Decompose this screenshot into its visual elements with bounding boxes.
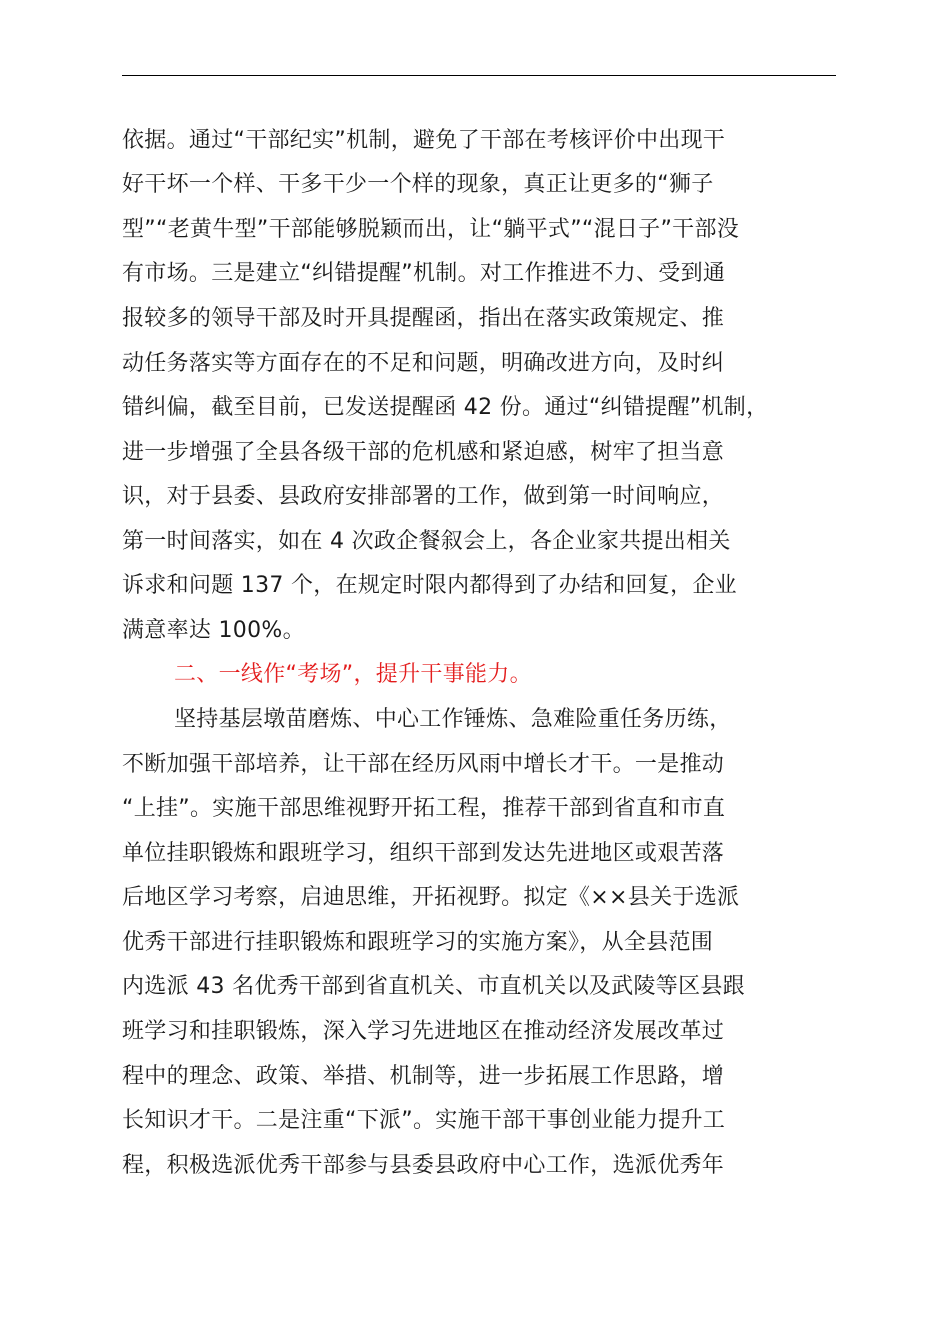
text-line: 诉求和问题 137 个，在规定时限内都得到了办结和回复，企业: [122, 573, 737, 598]
paragraph-first-line: 坚持基层墩苗磨炼、中心工作锤炼、急难险重任务历练，: [174, 707, 732, 732]
text-line: 有市场。三是建立“纠错提醒”机制。对工作推进不力、受到通: [122, 261, 726, 286]
text-line: 识，对于县委、县政府安排部署的工作，做到第一时间响应，: [122, 484, 725, 509]
text-line: 优秀干部进行挂职锻炼和跟班学习的实施方案》，从全县范围: [122, 930, 714, 955]
text-line: 依据。通过“干部纪实”机制，避免了干部在考核评价中出现干: [122, 128, 726, 153]
text-line: 进一步增强了全县各级干部的危机感和紧迫感，树牢了担当意: [122, 440, 725, 465]
text-line: 程，积极选派优秀干部参与县委县政府中心工作，选派优秀年: [122, 1153, 725, 1178]
text-line: 错纠偏，截至目前，已发送提醒函 42 份。通过“纠错提醒”机制，: [122, 395, 769, 420]
header-rule: [122, 75, 836, 76]
text-line: 班学习和挂职锻炼，深入学习先进地区在推动经济发展改革过: [122, 1019, 725, 1044]
text-line: 第一时间落实，如在 4 次政企餐叙会上，各企业家共提出相关: [122, 529, 731, 554]
text-line: 长知识才干。二是注重“下派”。实施干部干事创业能力提升工: [122, 1108, 726, 1133]
text-line: 不断加强干部培养，让干部在经历风雨中增长才干。一是推动: [122, 752, 725, 777]
text-line: 单位挂职锻炼和跟班学习，组织干部到发达先进地区或艰苦落: [122, 841, 725, 866]
text-line: 型”“老黄牛型”干部能够脱颖而出，让“躺平式”“混日子”干部没: [122, 217, 740, 242]
text-line: 内选派 43 名优秀干部到省直机关、市直机关以及武陵等区县跟: [122, 974, 745, 999]
text-line: “上挂”。实施干部思维视野开拓工程，推荐干部到省直和市直: [122, 796, 726, 821]
text-line: 报较多的领导干部及时开具提醒函，指出在落实政策规定、推: [122, 306, 725, 331]
section-heading: 二、一线作“考场”，提升干事能力。: [174, 662, 532, 687]
text-line: 满意率达 100%。: [122, 618, 305, 643]
text-line: 动任务落实等方面存在的不足和问题，明确改进方向，及时纠: [122, 351, 725, 376]
text-line: 后地区学习考察，启迪思维，开拓视野。拟定《××县关于选派: [122, 885, 740, 910]
text-line: 程中的理念、政策、举措、机制等，进一步拓展工作思路，增: [122, 1064, 725, 1089]
text-line: 好干坏一个样、干多干少一个样的现象，真正让更多的“狮子: [122, 172, 714, 197]
